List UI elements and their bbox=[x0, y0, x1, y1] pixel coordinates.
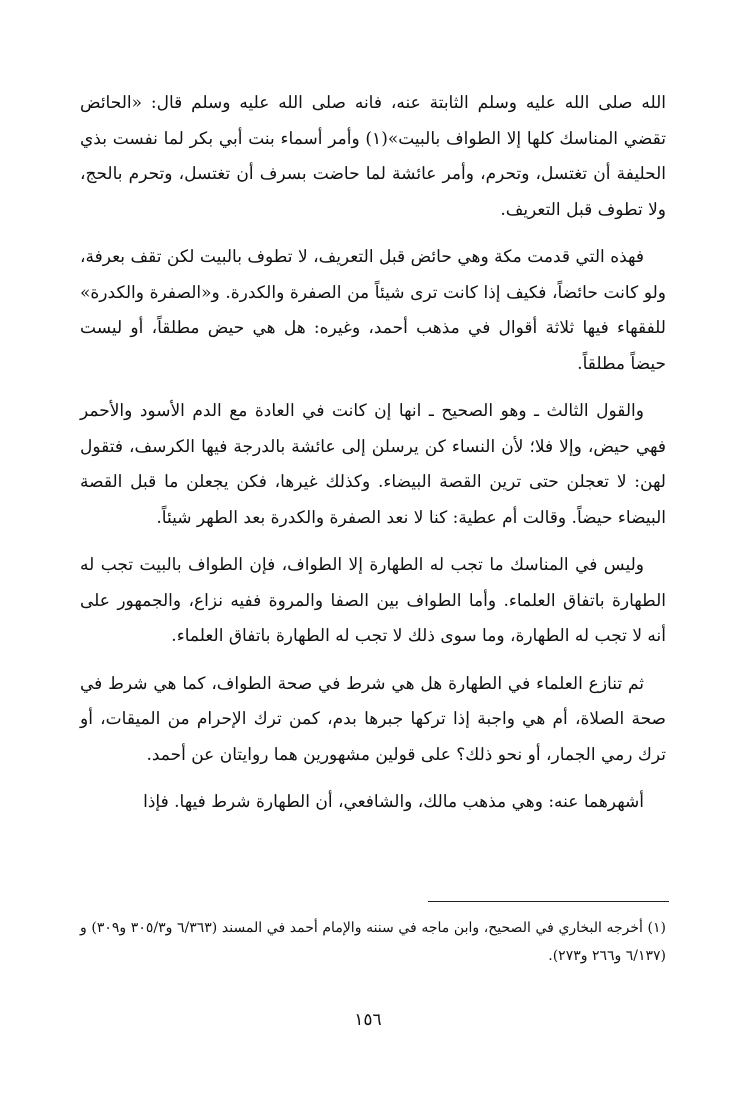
paragraph-4: وليس في المناسك ما تجب له الطهارة إلا الطواف، فإن الطواف بالبيت تجب له الطهارة باتفاق العلماء. وأما الطواف بين الصفا والمروة ففيه نزاع، والجمهور على أنه لا تجب له الطهارة، وما سوى ذلك لا تجب له الطهارة باتفاق العلماء. bbox=[80, 555, 666, 646]
footnote-divider bbox=[428, 901, 669, 902]
page-number: ١٥٦ bbox=[354, 1010, 382, 1030]
paragraph-5: ثم تنازع العلماء في الطهارة هل هي شرط في صحة الطواف، كما هي شرط في صحة الصلاة، أم هي واجبة إذا تركها جبرها بدم، كمن ترك الإحرام من الميقات، أو ترك رمي الجمار، أو نحو ذلك؟ على قولين مشهورين هما روايتان عن أحمد. bbox=[80, 673, 666, 765]
footnotes bbox=[80, 914, 666, 970]
main-text bbox=[80, 86, 666, 821]
paragraph-3: والقول الثالث ـ وهو الصحيح ـ انها إن كانت في العادة مع الدم الأسود والأحمر فهي حيض، وإلا فلا؛ لأن النساء كن يرسلن إلى عائشة بالدرجة فيها الكرسف، فتقول لهن: لا تعجلن حتى ترين القصة البيضاء. وكذلك غيرها، فكن يجعلن ما قبل القصة البيضاء حيضاً. وقالت أم عطية: كنا لا نعد الصفرة والكدرة بعد الطهر شيئاً. bbox=[80, 401, 666, 528]
paragraph-1: الله صلى الله عليه وسلم الثابتة عنه، فانه صلى الله عليه وسلم قال: «الحائض تقضي المناسك كلها إلا الطواف بالبيت»(١) وأمر أسماء بنت أبي بكر لما نفست بذي الحليفة أن تغتسل، وتحرم، وأمر عائشة لما حاضت بسرف أن تغتسل، وتحرم بالحج، ولا تطوف قبل التعريف. bbox=[80, 93, 666, 220]
footnote-1: (١) أخرجه البخاري في الصحيح، وابن ماجه في سننه والإمام أحمد في المسند (٦/٣٦٣ و٣٠٥/٣ و٣٠٩) و (٦/١٣٧ و٢٦٦ و٢٧٣). bbox=[80, 920, 666, 964]
paragraph-2: فهذه التي قدمت مكة وهي حائض قبل التعريف، لا تطوف بالبيت لكن تقف بعرفة، ولو كانت حائضاً، فكيف إذا كانت ترى شيئاً من الصفرة والكدرة. و«الصفرة والكدرة» للفقهاء فيها ثلاثة أقوال في مذهب أحمد، وغيره: هل هي حيض مطلقاً، أو ليست حيضاً مطلقاً. bbox=[80, 247, 666, 374]
paragraph-6: أشهرهما عنه: وهي مذهب مالك، والشافعي، أن الطهارة شرط فيها. فإذا bbox=[143, 792, 644, 812]
